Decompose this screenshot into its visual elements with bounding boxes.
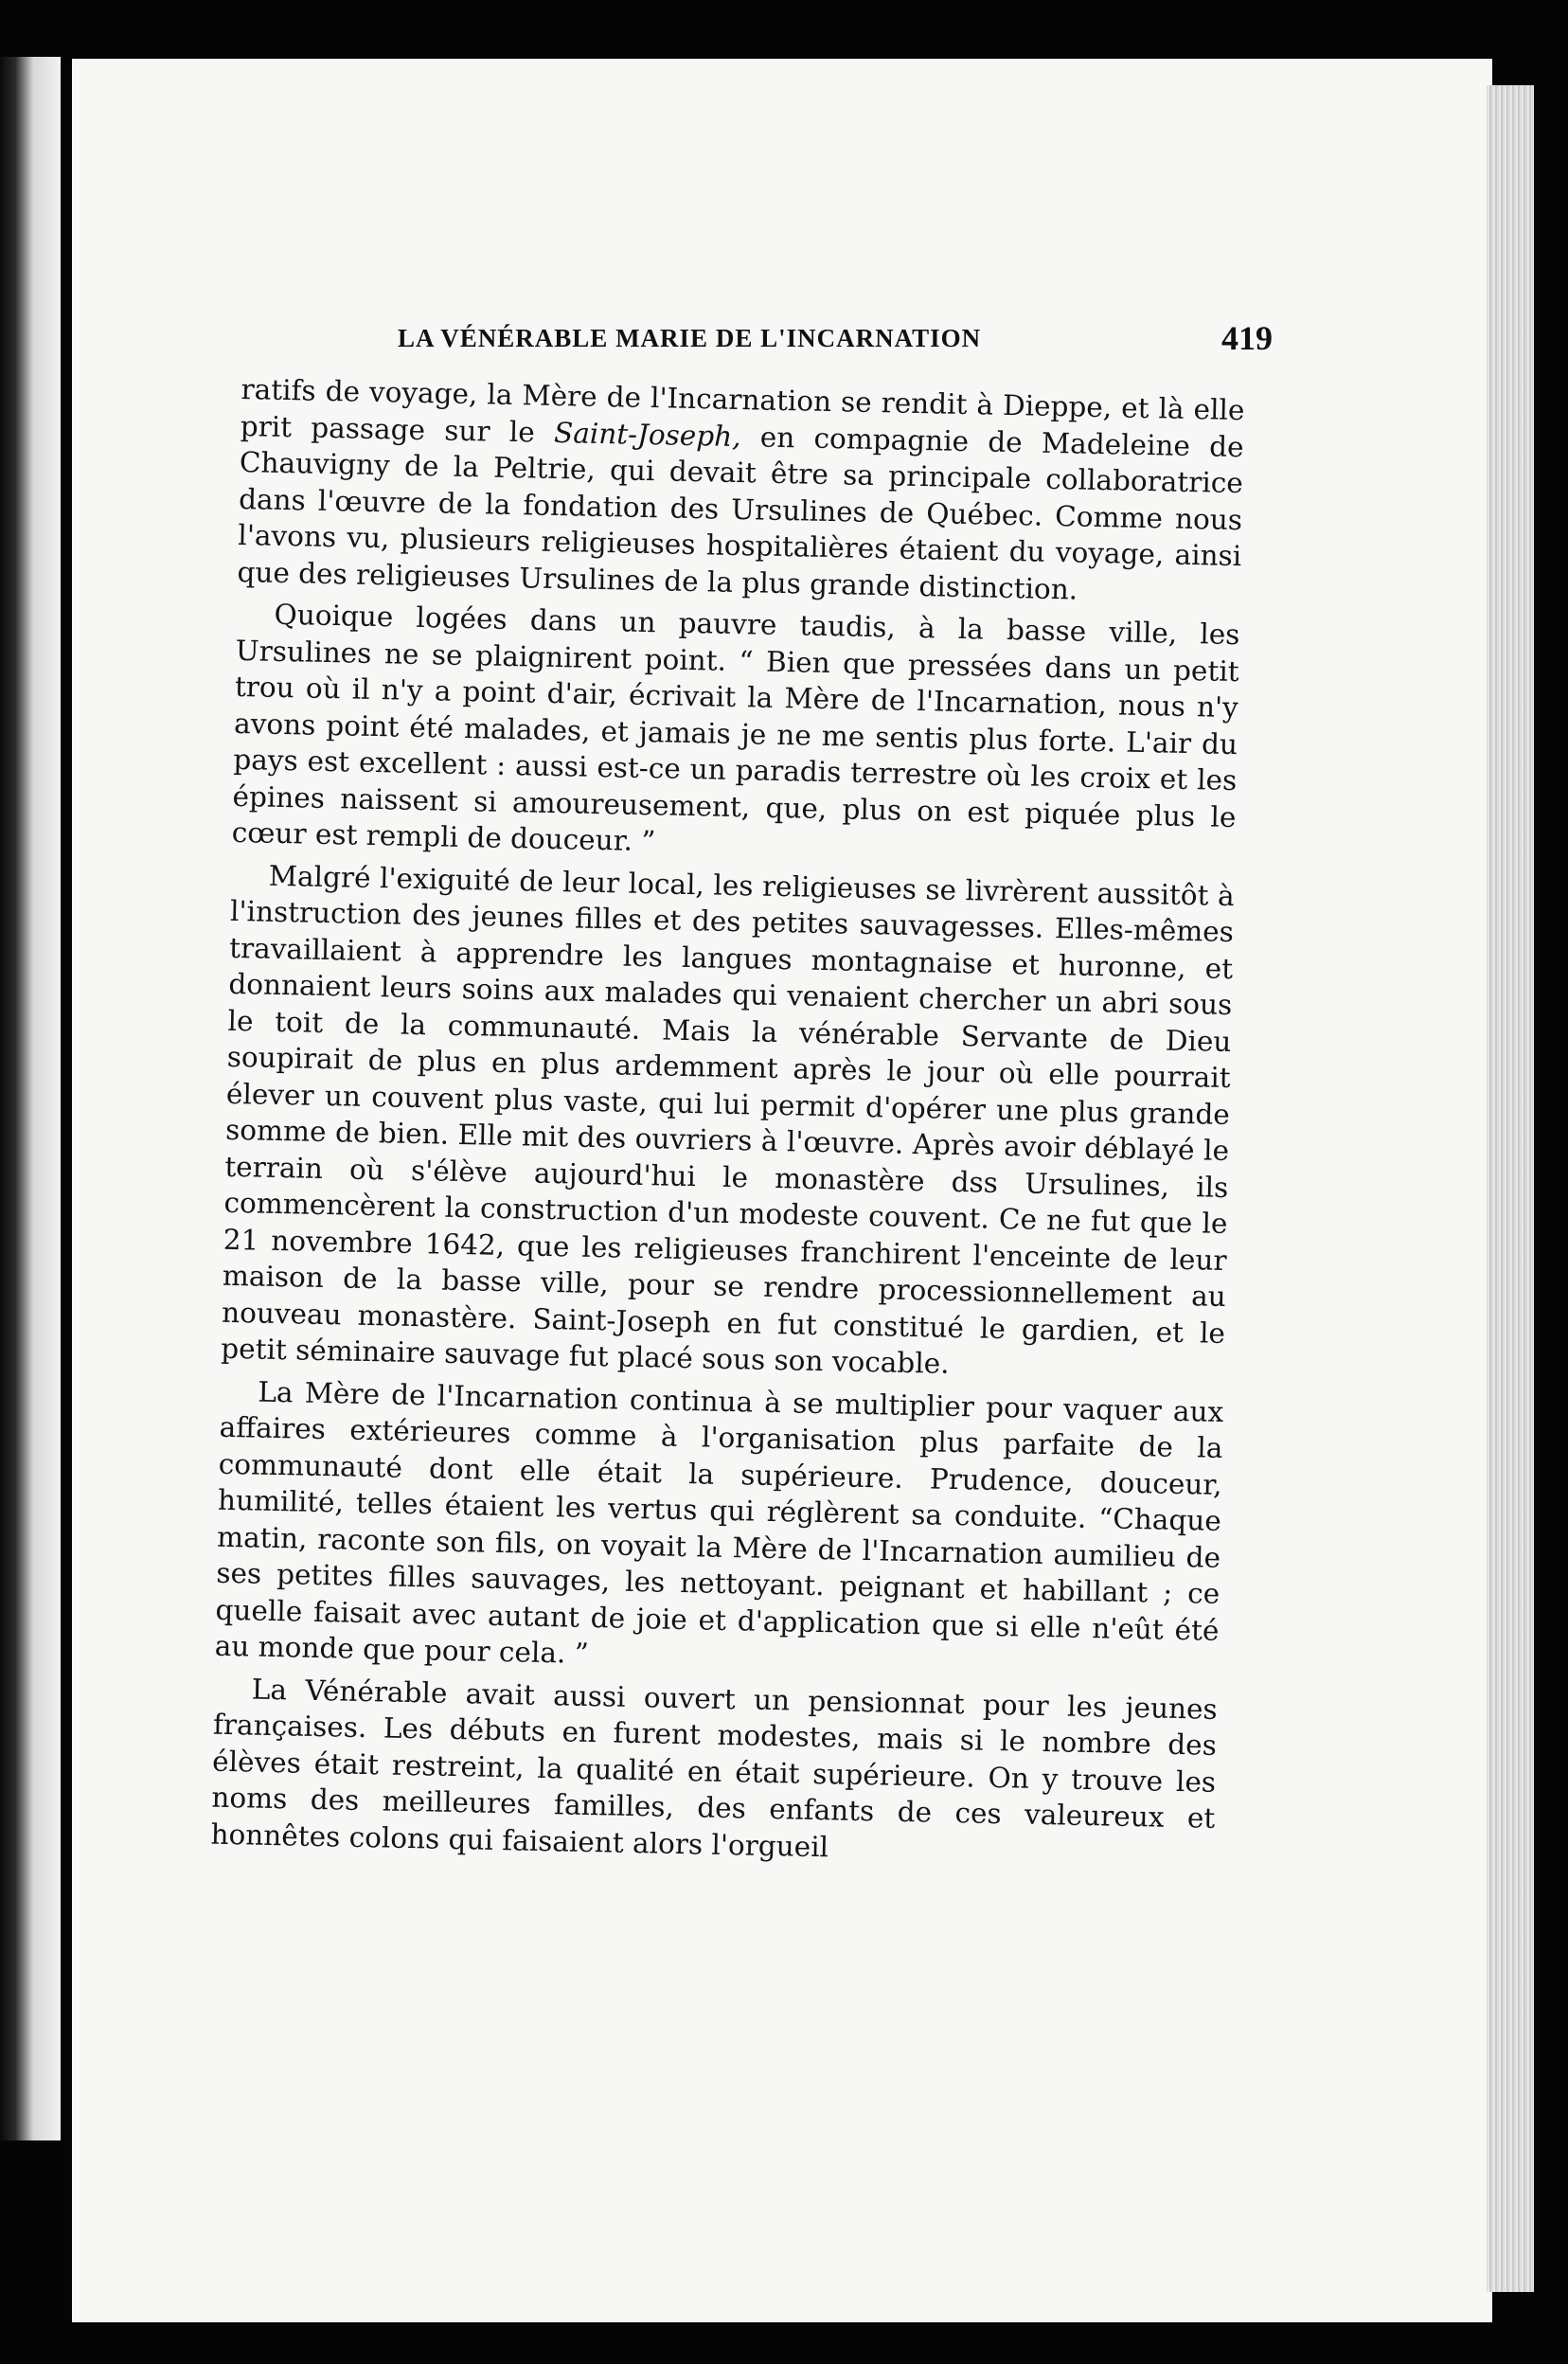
paragraph-text: ratifs de voyage, la Mère de l'Incarnation se rendit à Dieppe, et là elle prit passage sur le xyxy=(240,372,1245,449)
paragraph xyxy=(214,1372,1223,1685)
paragraph xyxy=(221,856,1235,1388)
page-number: 419 xyxy=(1221,319,1273,357)
paragraph-text: La Mère de l'Incarnation continua à se multiplier pour vaquer aux affaires extérieures comme à l'organisation plus parfaite de la communauté dont elle était la supérieure. Prudence, douceur, humilité, telles étaient les vertus qui réglèrent sa conduite. “Chaque matin, raconte son fils, on voyait la Mère de l'Incarnation aumilieu de ses petites filles sauvages, les nettoyant. peignant et habillant ; ce quelle faisait avec autant de joie et d'application que si elle n'eût été au monde que pour cela. ” xyxy=(214,1375,1224,1670)
paragraph-text: Quoique logées dans un pauvre taudis, à la basse ville, les Ursulines ne se plaignirent point. “ Bien que pressées dans un petit trou où il n'y a point d'air, écrivait la Mère de l'Incarnation, nous n'y avons point été malades, et jamais je ne me sentis plus forte. L'air du pays est excellent : aussi est-ce un paradis terrestre où les croix et les épines naissent si amoureusement, que, plus on est piquée plus le cœur est rempli de douceur. ” xyxy=(231,598,1240,858)
ship-name: Saint-Joseph, xyxy=(553,416,741,453)
running-head: LA VÉNÉRABLE MARIE DE L'INCARNATION xyxy=(398,324,982,352)
paragraph xyxy=(231,596,1239,872)
previous-page-edge xyxy=(0,57,61,2140)
page-stack-edge xyxy=(1487,85,1534,2292)
paragraph-text: La Vénérable avait aussi ouvert un pensionnat pour les jeunes françaises. Les débuts en furent modestes, mais si le nombre des élèves était restreint, la qualité en était supérieure. On y trouve les noms des meilleures familles, des enfants de ces valeureux et honnêtes colons qui faisaient alors l'orgueil xyxy=(210,1673,1219,1863)
paragraph xyxy=(237,371,1245,611)
body-text xyxy=(210,371,1245,1879)
paragraph xyxy=(210,1670,1218,1873)
paragraph-text: Malgré l'exiguité de leur local, les religieuses se livrèrent aussitôt à l'instruction des jeunes filles et des petites sauvagesses. Elles-mêmes travaillaient à apprendre les langues montagnaise et huronne, et donnaient leurs soins aux malades qui venaient chercher un abri sous le toit de la communauté. Mais la vénérable Servante de Dieu soupirait de plus en plus ardemment après le jour où elle pourrait élever un couvent plus vaste, qui lui permit d'opérer une plus grande somme de bien. Elle mit des ouvriers à l'œuvre. Après avoir déblayé le terrain où s'élève aujourd'hui le monastère dss Ursulines, ils commencèrent la construction d'un modeste couvent. Ce ne fut que le 21 novembre 1642, que les religieuses franchirent l'enceinte de leur maison de la basse ville, pour se rendre processionnellement au nouveau monastère. Saint-Joseph en fut constitué le gardien, et le petit séminaire sauvage fut placé sous son vocable. xyxy=(221,859,1235,1380)
paragraph-text: en compagnie de Madeleine de Chauvigny de la Peltrie, qui devait être sa principale collaboratrice dans l'œuvre de la fondation des Ursulines de Québec. Comme nous l'avons vu, plusieurs religieuses hospitalières étaient du voyage, ainsi que des religieuses Ursulines de la plus grande distinction. xyxy=(237,420,1244,606)
